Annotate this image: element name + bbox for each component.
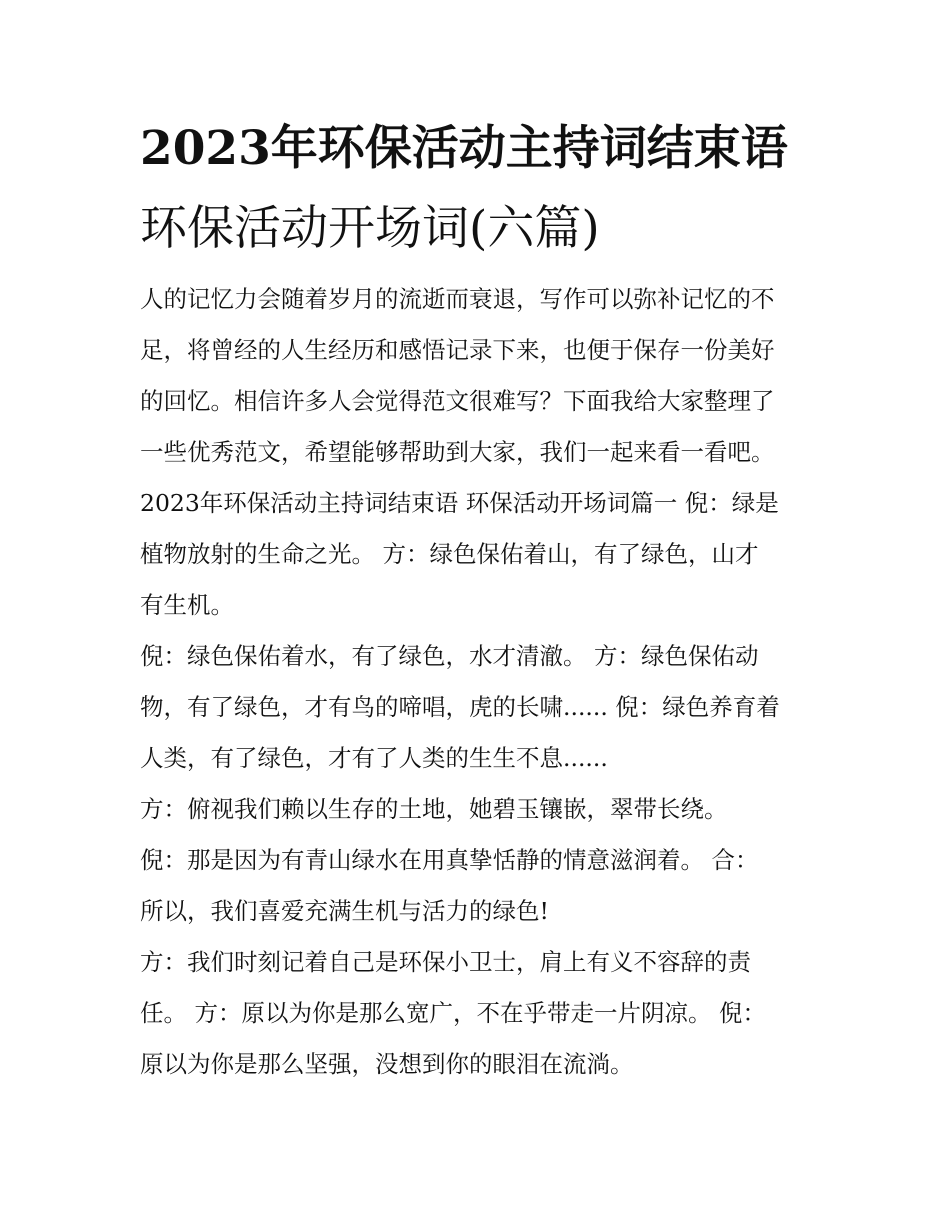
body-line: 人的记忆力会随着岁月的流逝而衰退，写作可以弥补记忆的不	[140, 285, 775, 313]
body-line: 足，将曾经的人生经历和感悟记录下来，也便于保存一份美好	[140, 336, 775, 364]
body-line: 倪：绿色保佑着水，有了绿色，水才清澈。 方：绿色保佑动	[140, 642, 759, 670]
document-title-line-2: 环保活动开场词(六篇)	[140, 201, 600, 256]
body-line: 的回忆。相信许多人会觉得范文很难写？下面我给大家整理了	[140, 387, 775, 415]
body-line: 植物放射的生命之光。 方：绿色保佑着山，有了绿色，山才	[140, 540, 759, 568]
document-title-line-1: 2023年环保活动主持词结束语	[140, 121, 788, 176]
body-line: 2023年环保活动主持词结束语 环保活动开场词篇一 倪：绿是	[140, 489, 779, 517]
document-body	[140, 274, 820, 1090]
body-line: 倪：那是因为有青山绿水在用真挚恬静的情意滋润着。 合：	[140, 846, 759, 874]
body-line: 方：俯视我们赖以生存的土地，她碧玉镶嵌，翠带长绕。	[140, 795, 728, 823]
body-line: 原以为你是那么坚强，没想到你的眼泪在流淌。	[140, 1050, 634, 1078]
body-line: 任。 方：原以为你是那么宽广，不在乎带走一片阴凉。 倪：	[140, 999, 766, 1027]
body-line: 物，有了绿色，才有鸟的啼唱，虎的长啸...... 倪：绿色养育着	[140, 693, 780, 721]
body-line: 方：我们时刻记着自己是环保小卫士，肩上有义不容辞的责	[140, 948, 751, 976]
body-line: 一些优秀范文，希望能够帮助到大家，我们一起来看一看吧。	[140, 438, 775, 466]
body-line: 人类，有了绿色，才有了人类的生生不息......	[140, 744, 608, 772]
body-line: 所以，我们喜爱充满生机与活力的绿色!	[140, 897, 549, 925]
body-line: 有生机。	[140, 591, 234, 619]
